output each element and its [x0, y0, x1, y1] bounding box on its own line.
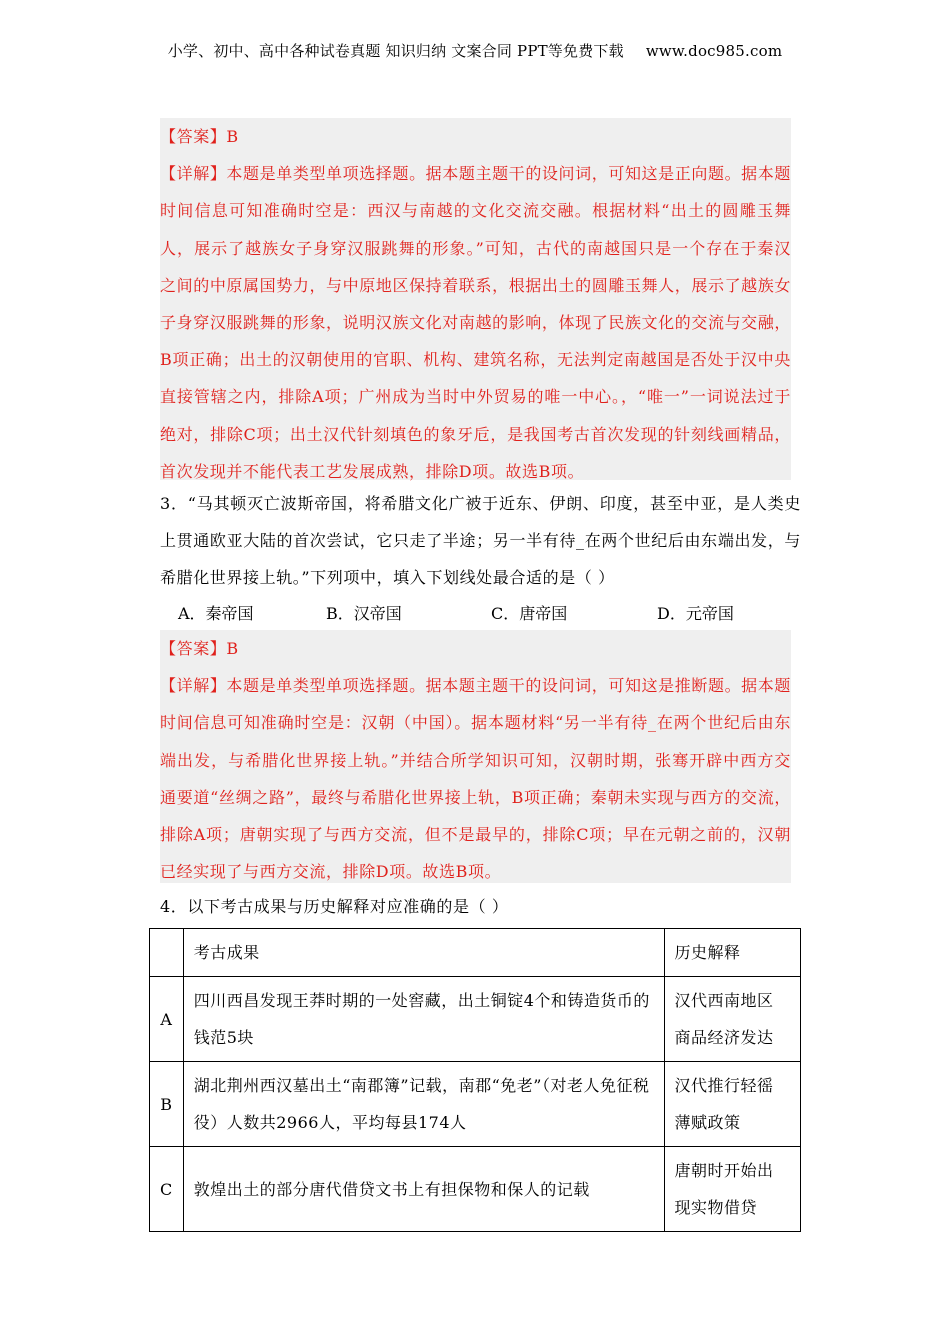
table-row [150, 977, 801, 1062]
q3-option-b: B．汉帝国 [326, 604, 402, 623]
table-header-cell [150, 929, 184, 977]
q3-stem: 3．“马其顿灭亡波斯帝国，将希腊文化广被于近东、伊朗、印度，甚至中亚，是人类史上贯通欧亚大陆的首次尝试，它只走了半途；另一半有待_在两个世纪后由东端出发，与希腊化世界接上轨。”下列项中，填入下划线处最合适的是（ ） [160, 494, 801, 588]
row-result: 湖北荆州西汉墓出土“南郡簿”记载，南郡“免老”（对老人免征税役）人数共2966人，平均每县174人 [183, 1062, 664, 1147]
q2-detail-label: 【详解】 [160, 164, 227, 184]
row-label: B [150, 1062, 184, 1147]
table-row [150, 1062, 801, 1147]
header-site-link[interactable]: www.doc985.com [645, 42, 783, 60]
q2-detail-text: 本题是单类型单项选择题。据本题主题干的设问词，可知这是正向题。据本题时间信息可知准确时空是：西汉与南越的文化交流交融。根据材料“出土的圆雕玉舞人，展示了越族女子身穿汉服跳舞的形象。”可知，古代的南越国只是一个存在于秦汉之间的中原属国势力，与中原地区保持着联系，根据出土的圆雕玉舞人，展示了越族女子身穿汉服跳舞的形象，说明汉族文化对南越的影响，体现了民族文化的交流与交融，B项正确；出土的汉朝使用的官职、机构、建筑名称，无法判定南越国是否处于汉中央直接管辖之内，排除A项；广州成为当时中外贸易的唯一中心。，“唯一”一词说法过于绝对，排除C项；出土汉代针刻填色的象牙卮，是我国考古首次发现的针刻线画精品，首次发现并不能代表工艺发展成熟，排除D项。故选B项。 [160, 164, 791, 481]
q3-options [178, 595, 798, 632]
page-header [0, 40, 950, 61]
q3-answer: 【答案】B [160, 639, 239, 658]
table-header-row [150, 929, 801, 977]
q4-table [149, 928, 801, 1232]
row-explanation: 汉代西南地区商品经济发达 [664, 977, 800, 1062]
table-row [150, 1147, 801, 1232]
row-label: C [150, 1147, 184, 1232]
q3-option-c: C．唐帝国 [491, 604, 568, 623]
row-label: A [150, 977, 184, 1062]
row-result: 敦煌出土的部分唐代借贷文书上有担保物和保人的记载 [183, 1147, 664, 1232]
q3-detail [160, 667, 791, 890]
row-explanation: 汉代推行轻徭薄赋政策 [664, 1062, 800, 1147]
q2-answer-block [160, 118, 791, 480]
row-explanation: 唐朝时开始出现实物借贷 [664, 1147, 800, 1232]
header-text: 小学、初中、高中各种试卷真题 知识归纳 文案合同 PPT等免费下载 [167, 42, 624, 60]
q3-detail-label: 【详解】 [160, 676, 227, 696]
q2-answer: 【答案】B [160, 127, 239, 146]
q3-detail-text: 本题是单类型单项选择题。据本题主题干的设问词，可知这是推断题。据本题时间信息可知准确时空是：汉朝（中国）。据本题材料“另一半有待_在两个世纪后由东端出发，与希腊化世界接上轨。”并结合所学知识可知，汉朝时期，张骞开辟中西方交通要道“丝绸之路”，最终与希腊化世界接上轨，B项正确；秦朝未实现与西方的交流，排除A项；唐朝实现了与西方交流，但不是最早的，排除C项；早在元朝之前的，汉朝已经实现了与西方交流，排除D项。故选B项。 [160, 676, 791, 882]
table-header-cell: 考古成果 [183, 929, 664, 977]
q2-detail [160, 155, 791, 490]
q3-option-d: D．元帝国 [657, 604, 734, 623]
q3-option-a: A．秦帝国 [178, 604, 254, 623]
row-result: 四川西昌发现王莽时期的一处窖藏，出土铜锭4个和铸造货币的钱范5块 [183, 977, 664, 1062]
table-header-cell: 历史解释 [664, 929, 800, 977]
q4-stem: 4．以下考古成果与历史解释对应准确的是（ ） [160, 897, 509, 916]
q3-answer-block [160, 630, 791, 883]
